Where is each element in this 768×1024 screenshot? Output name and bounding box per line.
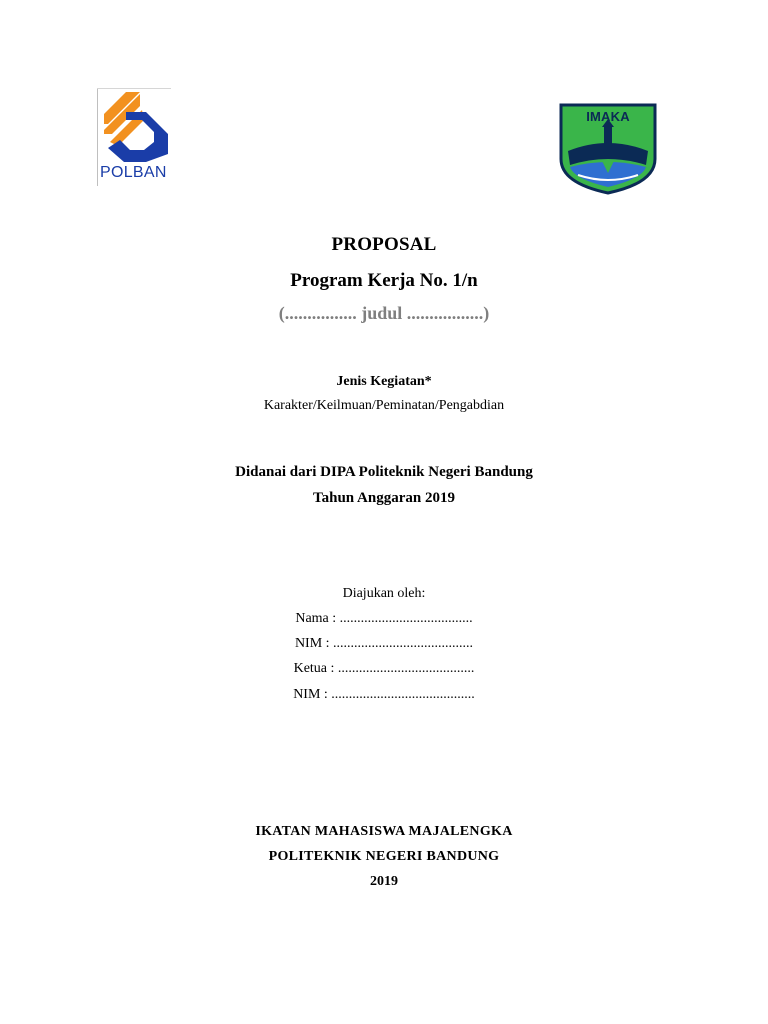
polban-logo [97,88,173,186]
institution-name: POLITEKNIK NEGERI BANDUNG [268,849,500,864]
imaka-logo-text: IMAKA [586,109,630,124]
chair-field-line: Ketua : ....................................... [293,661,475,676]
logo-frame-edge [97,88,98,186]
activity-type-label: Jenis Kegiatan* [336,374,432,389]
name-field-line: Nama : ...................................... [295,611,473,626]
imaka-logo [558,103,658,195]
polban-emblem-icon [100,92,172,164]
footer-year: 2019 [370,874,398,889]
funding-source: Didanai dari DIPA Politeknik Negeri Bandung [235,464,533,480]
polban-logo-text: POLBAN [100,164,167,181]
document-subtitle: Program Kerja No. 1/n [290,270,478,291]
activity-type-options: Karakter/Keilmuan/Peminatan/Pengabdian [263,398,505,413]
organization-name: IKATAN MAHASISWA MAJALENGKA [255,824,513,839]
nim-field-line-1: NIM : ........................................ [294,636,474,651]
logo-frame-edge-top [97,88,171,89]
submitted-by-label: Diajukan oleh: [342,586,426,601]
title-placeholder: (................ judul .................) [278,303,490,323]
nim-field-line-2: NIM : ......................................... [293,687,475,702]
document-title: PROPOSAL [331,234,437,255]
budget-year: Tahun Anggaran 2019 [312,490,455,506]
